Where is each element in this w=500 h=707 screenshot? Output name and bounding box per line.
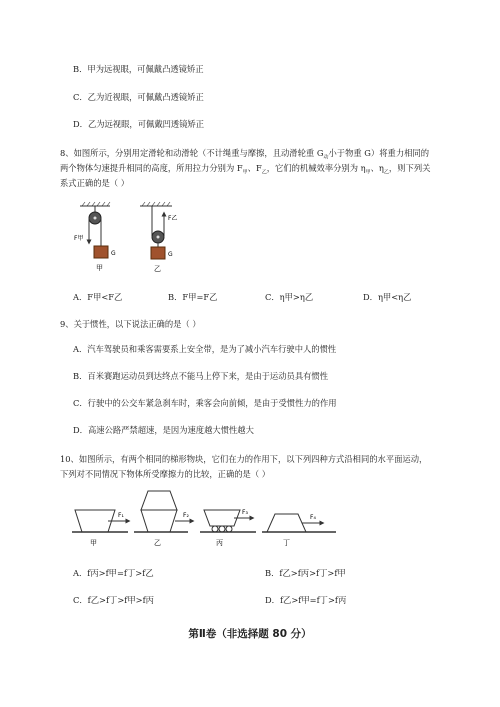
q10-yi-label: 乙 (154, 539, 161, 547)
q8-option-d[interactable]: D．η甲<η乙 (363, 292, 412, 302)
trapezoid-ding (267, 514, 306, 532)
q10-option-d[interactable]: D．f乙>f甲=f丁>f丙 (265, 595, 347, 605)
q8-jia-label: 甲 (96, 264, 103, 272)
q10-jia-label: 甲 (90, 539, 97, 547)
q8-option-a[interactable]: A．F甲<F乙 (73, 292, 123, 302)
q10-stem-line1: 10、如图所示，有两个相同的梯形物块，它们在力的作用下，以下列四种方式沿相同的水平面运动， (60, 454, 428, 464)
q10-f2-label: F₂ (183, 512, 189, 519)
q10-option-c[interactable]: C．f乙>f丁>f甲>f丙 (73, 595, 154, 605)
section-title: 第Ⅱ卷（非选择题 80 分） (188, 628, 312, 640)
q8-stem-line3: 系式正确的是（ ） (60, 178, 130, 188)
weight-box-2 (151, 247, 165, 259)
weight-box-1 (94, 246, 108, 258)
q8-pulley-figure (72, 200, 182, 280)
q10-stem-line2: 下列对不同情况下物体所受摩擦力的比较，正确的是（ ） (60, 469, 271, 479)
prev-option-c: C．乙为近视眼，可佩戴凸透镜矫正 (73, 92, 204, 102)
q8-option-b[interactable]: B．F甲=F乙 (168, 292, 218, 302)
prev-option-b: B．甲为远视眼，可佩戴凸透镜矫正 (73, 64, 204, 74)
q8-f-yi-label: F乙 (168, 215, 178, 222)
q10-trapezoid-figure (70, 488, 350, 550)
q8-stem-line1: 8、如图所示，分别用定滑轮和动滑轮（不计绳重与摩擦，且动滑轮重 $G_动$小于物重 G）将重力相同的 (60, 148, 430, 161)
q8-g2-label: G (168, 251, 173, 258)
q10-f3-label: F₃ (242, 509, 248, 516)
q9-option-d[interactable]: D．高速公路严禁超速，是因为速度越大惯性越大 (73, 425, 254, 435)
q10-option-b[interactable]: B．f乙>f丙>f丁>f甲 (265, 568, 346, 578)
roller-icon (212, 526, 218, 532)
q10-bing-label: 丙 (216, 539, 223, 547)
q8-option-c[interactable]: C．η甲>η乙 (265, 292, 314, 302)
q10-f1-label: F₁ (118, 512, 124, 519)
prev-option-d: D．乙为远视眼，可佩戴凹透镜矫正 (73, 119, 205, 129)
q9-option-c[interactable]: C．行驶中的公交车紧急刹车时，乘客会向前倾，是由于受惯性力的作用 (73, 398, 337, 408)
q8-yi-label: 乙 (154, 265, 161, 273)
trapezoid-yi-bottom (141, 510, 177, 532)
q10-option-a[interactable]: A．f丙>f甲=f丁>f乙 (73, 568, 154, 578)
trapezoid-yi-top (141, 491, 177, 510)
q8-f-jia-label: F甲 (74, 235, 84, 242)
q9-stem: 9、关于惯性，以下说法正确的是（ ） (60, 319, 201, 329)
q9-option-b[interactable]: B．百米赛跑运动员到达终点不能马上停下来，是由于运动员具有惯性 (73, 371, 329, 381)
q8-g1-label: G (111, 250, 116, 257)
q10-ding-label: 丁 (283, 539, 290, 547)
q10-f4-label: F₄ (310, 514, 316, 521)
q9-option-a[interactable]: A．汽车驾驶员和乘客需要系上安全带，是为了减小汽车行驶中人的惯性 (73, 344, 337, 354)
q8-stem-line2: 两个物体匀速提升相同的高度，所用拉力分别为 $F_甲$、$F_乙$，它们的机械效率分别为 $\eta_甲$、$\eta_乙$，则下列关 (60, 163, 431, 176)
